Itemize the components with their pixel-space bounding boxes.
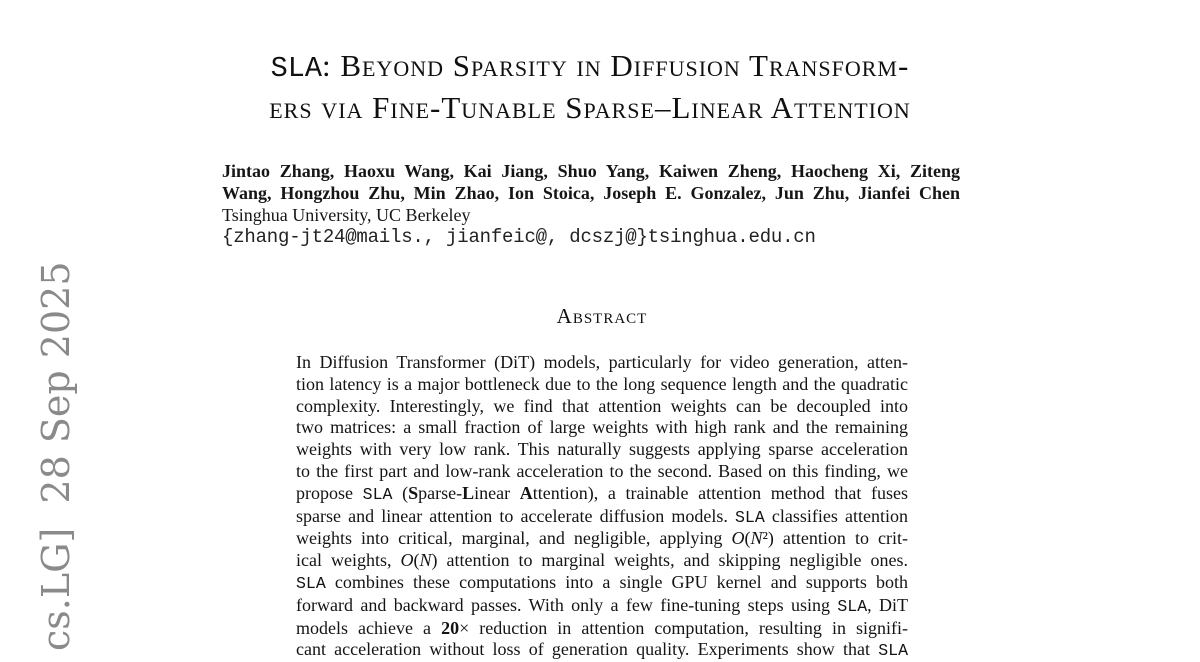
abstract-heading: Abstract xyxy=(556,304,648,328)
authors-line1: Jintao Zhang, Haoxu Wang, Kai Jiang, Shuo Yang, Kaiwen Zheng, Haocheng Xi, Ziteng xyxy=(222,161,960,181)
abstract-line: two matrices: a small fraction of large weights with high rank and the remaining xyxy=(296,417,908,438)
paper-title-line2: ers via Fine-Tunable Sparse–Linear Attention xyxy=(269,90,911,125)
abstract-line: cant acceleration without loss of generation quality. Experiments show that SLA xyxy=(296,639,908,661)
abstract-line: complexity. Interestingly, we find that attention weights can be decoupled into xyxy=(296,395,908,416)
authors-block xyxy=(222,160,960,248)
abstract-line: forward and backward passes. With only a few fine-tuning steps using SLA, DiT xyxy=(296,594,909,616)
author-emails: {zhang-jt24@mails., jianfeic@, dcszj@}tsinghua.edu.cn xyxy=(222,226,816,248)
affiliation: Tsinghua University, UC Berkeley xyxy=(222,205,471,225)
abstract-body xyxy=(296,352,908,662)
abstract-line: weights into critical, marginal, and negligible, applying O(N²) attention to crit- xyxy=(296,528,909,549)
abstract-line: In Diffusion Transformer (DiT) models, particularly for video generation, atten- xyxy=(296,352,908,372)
paper-title-line1: SLA: Beyond Sparsity in Diffusion Transform- xyxy=(270,48,910,85)
abstract-line: tion latency is a major bottleneck due to the long sequence length and the quadratic xyxy=(296,373,908,394)
abstract-line: ical weights, O(N) attention to marginal weights, and skipping negligible ones. xyxy=(296,550,908,571)
abstract-line: propose SLA (Sparse-Linear Attention), a trainable attention method that fuses xyxy=(296,482,908,504)
abstract-line: models achieve a 20× reduction in attention computation, resulting in signifi- xyxy=(296,617,908,638)
abstract-line: to the first part and low-rank acceleration to the second. Based on this finding, we xyxy=(296,460,908,481)
paper-title xyxy=(150,46,1030,127)
authors-line2: Wang, Hongzhou Zhu, Min Zhao, Ion Stoica, Joseph E. Gonzalez, Jun Zhu, Jianfei Chen xyxy=(222,183,960,203)
abstract-line: SLA combines these computations into a single GPU kernel and supports both xyxy=(296,571,908,593)
abstract-line: weights with very low rank. This naturally suggests applying sparse acceleration xyxy=(296,439,908,460)
arxiv-sidebar-watermark: cs.LG] 28 Sep 2025 xyxy=(34,261,78,651)
abstract-line: sparse and linear attention to accelerate diffusion models. SLA classifies attention xyxy=(296,505,908,527)
